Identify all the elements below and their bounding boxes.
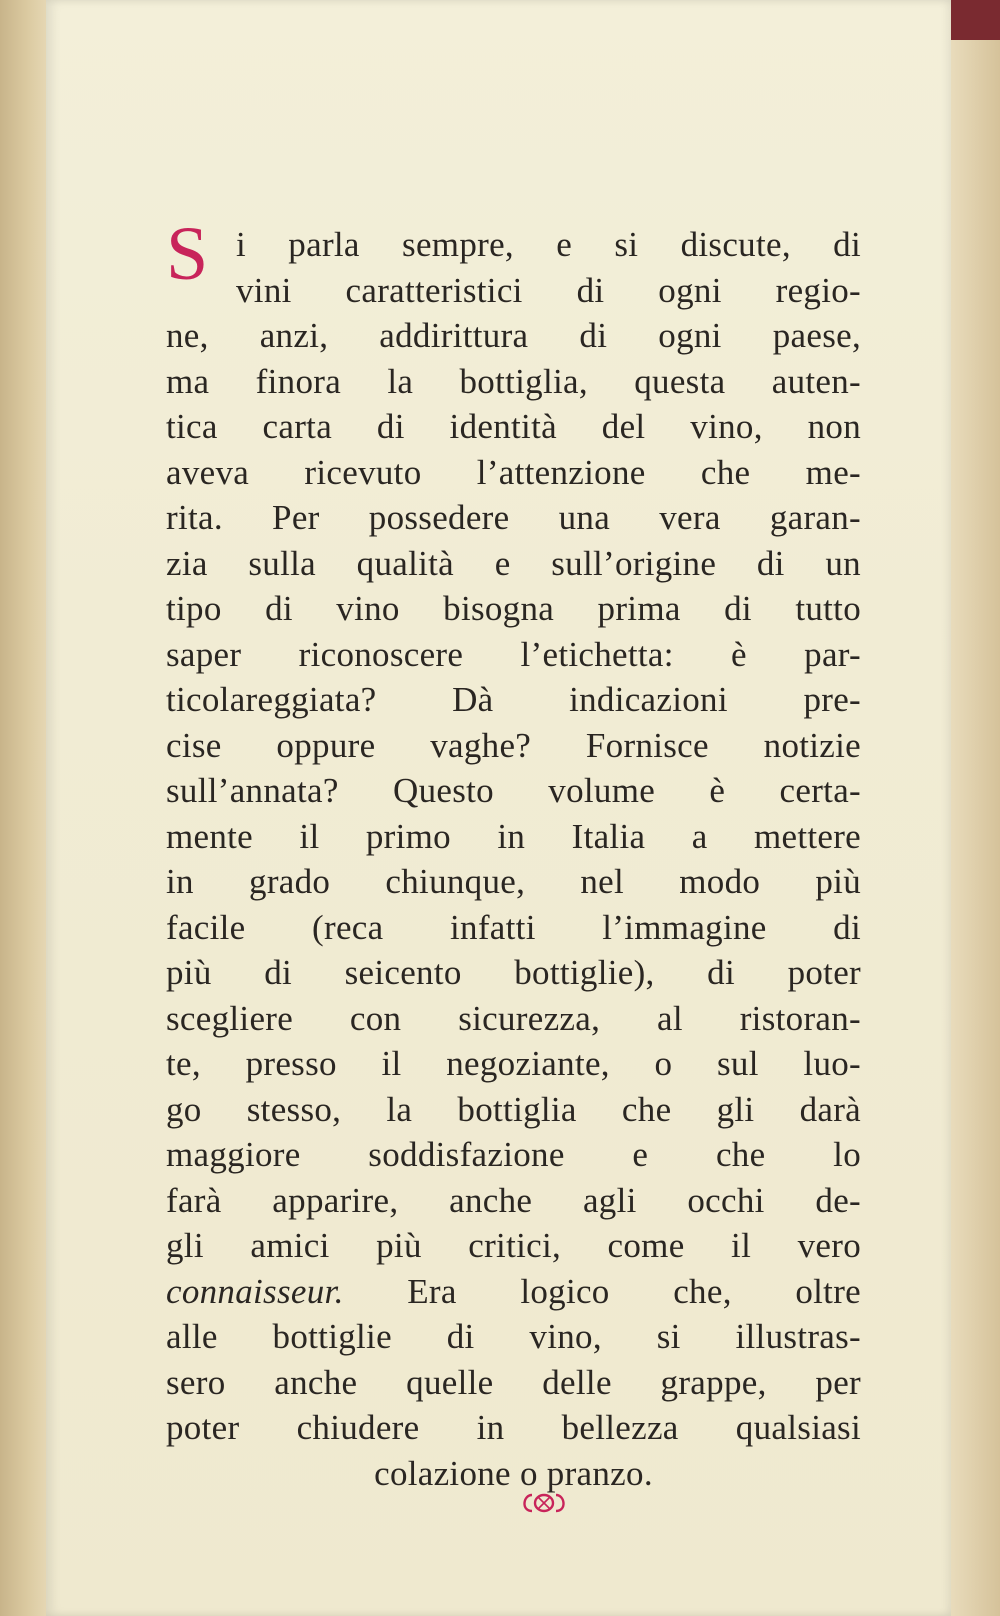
text-line: te, presso il negoziante, o sul luo- (166, 1044, 861, 1083)
text-line: gli amici più critici, come il vero (166, 1226, 861, 1265)
text-line: facile (reca infatti l’immagine di (166, 907, 861, 947)
text-line: ma finora la bottiglia, questa auten- (166, 361, 861, 401)
italic-word: connaisseur. (166, 1271, 344, 1311)
fleuron-ornament-icon (518, 1490, 570, 1516)
text-line: alle bottiglie di vino, si illustras- (166, 1317, 861, 1356)
blurb-text (166, 212, 861, 1496)
text-line: sull’annata? Questo volume è certa- (166, 771, 861, 810)
text-fragment: Era logico che, oltre (343, 1271, 861, 1311)
text-line: saper riconoscere l’etichetta: è par- (166, 634, 861, 674)
book-cover-left-edge (0, 0, 48, 1616)
text-line: poter chiudere in bellezza qualsiasi (166, 1408, 861, 1447)
text-line: ne, anzi, addirittura di ogni paese, (166, 316, 861, 355)
drop-cap: S (166, 212, 209, 296)
text-line: sero anche quelle delle grappe, per (166, 1362, 861, 1402)
text-line: scegliere con sicurezza, al ristoran- (166, 998, 861, 1038)
text-line: cise oppure vaghe? Fornisce notizie (166, 725, 861, 765)
text-line: maggiore soddisfazione e che lo (166, 1135, 861, 1174)
text-line: vini caratteristici di ogni regio- (236, 270, 861, 310)
text-line: mente il primo in Italia a mettere (166, 816, 861, 856)
text-line: in grado chiunque, nel modo più (166, 862, 861, 901)
book-page (46, 0, 951, 1616)
text-line: ticolareggiata? Dà indicazioni pre- (166, 680, 861, 719)
text-line: i parla sempre, e si discute, di (236, 225, 861, 264)
text-line-last: colazione o pranzo. (374, 1453, 653, 1493)
text-line: tica carta di identità del vino, non (166, 407, 861, 446)
text-line-with-italic (166, 1269, 861, 1315)
text-line: farà apparire, anche agli occhi de- (166, 1180, 861, 1220)
text-line: tipo di vino bisogna prima di tutto (166, 589, 861, 628)
text-line: più di seicento bottiglie), di poter (166, 953, 861, 992)
text-line: aveva ricevuto l’attenzione che me- (166, 452, 861, 492)
text-line: zia sulla qualità e sull’origine di un (166, 543, 861, 583)
text-line: rita. Per possedere una vera garan- (166, 498, 861, 537)
book-cover-right-edge (950, 0, 1000, 1616)
text-line: go stesso, la bottiglia che gli darà (166, 1089, 861, 1129)
